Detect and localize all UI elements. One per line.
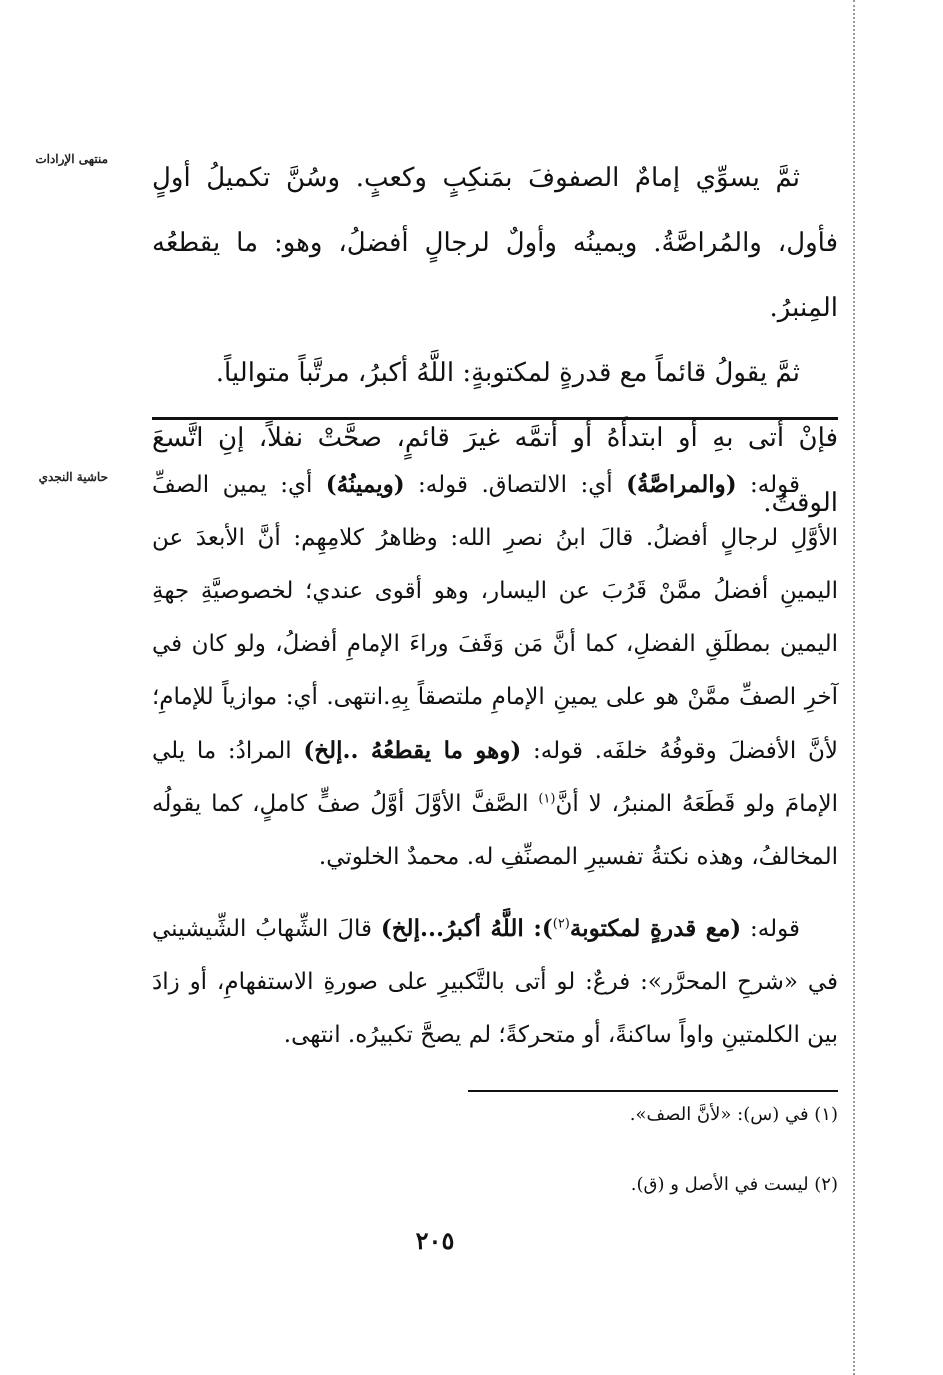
- footnote-marker: (١): [538, 791, 556, 807]
- text-run: أي: يمين الصفِّ الأوَّلِ لرجالٍ أفضلُ. قالَ ابنُ نصرِ الله: وظاهرُ كلامِهِم: أنَّ الأبعدَ عن اليمينِ أفضلُ ممَّنْ قَرُبَ عن اليسار، وهو أقوى عندي؛ لخصوصيَّةِ جهةِ اليمين بمطلَقِ الفضلِ، كما أنَّ مَن وَقَفَ وراءَ الإمامِ أفضلُ، ولو كان في آخرِ الصفِّ ممَّنْ هو على يمينِ الإمامِ ملتصقاً بِهِ.انتهى. أي: موازياً للإمامِ؛ لأنَّ الأفضلَ وقوفُهُ خلفَه. قوله:: [152, 472, 838, 764]
- matn-hashiya-divider: [152, 417, 838, 420]
- quoted-term: اللَّهُ أكبرُ...إلخ): [380, 915, 524, 942]
- text-run: الصَّفَّ الأوَّلَ أوَّلُ صفٍّ كاملٍ، كما يقولُه المخالفُ، وهذه نكتةُ تفسيرِ المصنِّفِ له. محمدٌ الخلوتي.: [152, 791, 838, 870]
- matn-paragraph: فإنْ أتى بهِ أو ابتدأَهُ أو أتمَّه غيرَ قائمٍ، صحَّتْ نفلاً، إنِ اتَّسعَ الوقتُ.: [152, 423, 838, 518]
- hashiya-text: [152, 458, 838, 1062]
- footnote-rule: [468, 1090, 838, 1092]
- quoted-term: ):: [523, 915, 553, 942]
- side-label-matn: منتهى الإرادات: [35, 152, 108, 166]
- matn-paragraph: ثمَّ يسوِّي إمامٌ الصفوفَ بمَنكِبٍ وكعبٍ. وسُنَّ تكميلُ أولٍ فأول، والمُراصَّةُ. ويمينُه وأولٌ لرجالٍ أفضلُ، وهو: ما يقطعُه المِنبرُ.: [152, 163, 838, 323]
- text-run: قوله:: [741, 916, 800, 942]
- quoted-term: (مع قدرةٍ لمكتوبة: [569, 915, 742, 942]
- hashiya-paragraph: [152, 458, 838, 884]
- quoted-term: (وهو ما يقطعُهُ ..إلخ): [303, 737, 522, 764]
- text-run: قالَ الشِّهابُ الشِّيشيني في «شرحِ المحرَّر»: فرعٌ: لو أتى بالتَّكبيرِ على صورةِ الاستفهامِ، أو زادَ بين الكلمتينِ واواً ساكنةً، أو متحركةً؛ لم يصحَّ تكبيرُه. انتهى.: [152, 916, 838, 1048]
- text-run: قوله:: [736, 472, 801, 498]
- page-edge-dotted-line: [853, 0, 855, 1375]
- footnote-2: (٢) ليست في الأصل و (ق).: [630, 1174, 838, 1195]
- text-run: أي: الالتصاق. قوله:: [404, 472, 627, 498]
- side-label-hashiya: حاشية النجدي: [38, 470, 108, 484]
- hashiya-paragraph: [152, 902, 838, 1062]
- footnote-marker: (٢): [552, 916, 570, 932]
- quoted-term: (ويمينُهُ): [325, 471, 405, 498]
- quoted-term: (والمراصَّةُ): [626, 471, 737, 498]
- footnote-1: (١) في (س): «لأنَّ الصف».: [629, 1104, 838, 1125]
- text-run: المرادُ: ما يلي الإمامَ ولو قَطَعَهُ المنبرُ، لا أنَّ: [152, 738, 838, 817]
- matn-paragraph: ثمَّ يقولُ قائماً مع قدرةٍ لمكتوبةٍ: اللَّهُ أكبرُ، مرتَّباً متوالياً.: [215, 358, 800, 388]
- page-number: ٢٠٥: [415, 1226, 455, 1255]
